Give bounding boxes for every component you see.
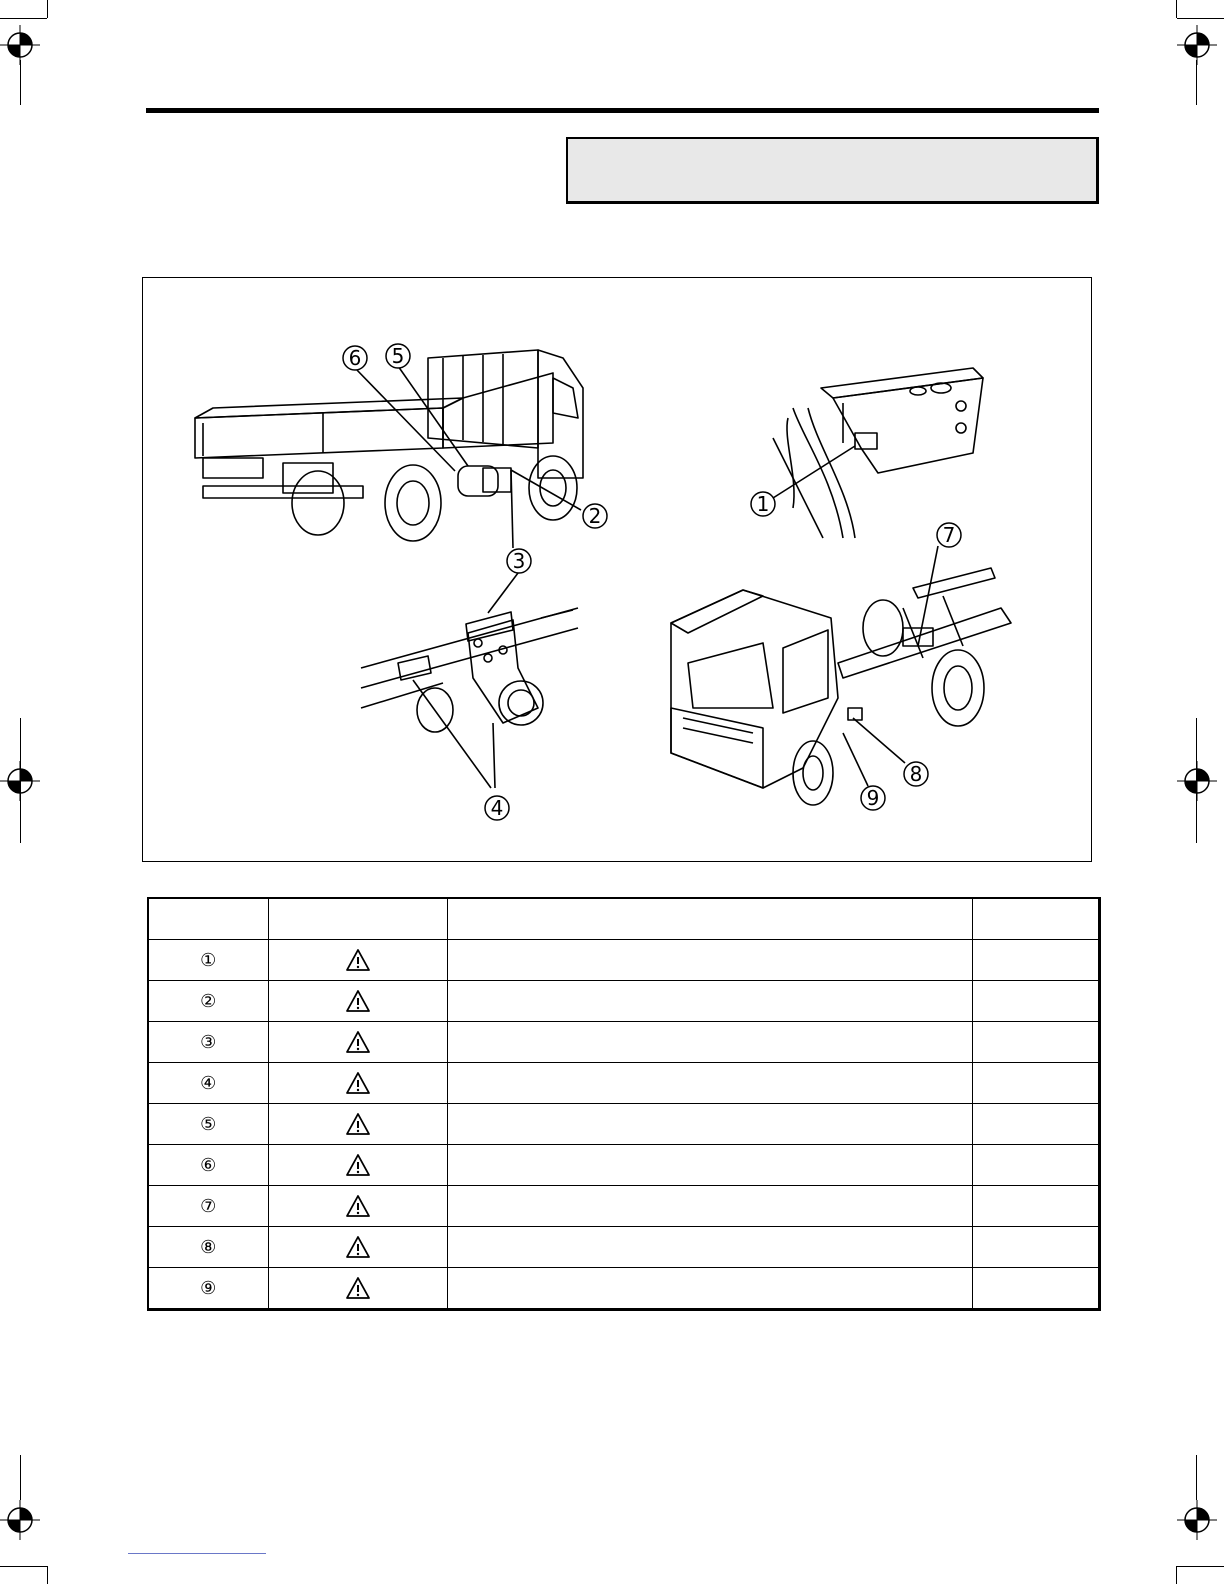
row-extra [972, 1145, 1099, 1186]
row-description [447, 1227, 972, 1268]
callout-4 [485, 796, 509, 820]
table-row [148, 1022, 1099, 1063]
table-row [148, 1145, 1099, 1186]
row-extra [972, 1268, 1099, 1310]
row-icon-cell [268, 981, 447, 1022]
flatbed-truck-drawing [195, 350, 583, 541]
table-header-row [148, 898, 1099, 940]
table-row [148, 1104, 1099, 1145]
row-icon-cell [268, 1063, 447, 1104]
row-number: ③ [148, 1022, 268, 1063]
row-description [447, 1063, 972, 1104]
row-number: ① [148, 940, 268, 981]
warning-triangle-icon [345, 989, 371, 1013]
row-extra [972, 1186, 1099, 1227]
table-row [148, 1186, 1099, 1227]
svg-text:6: 6 [348, 346, 362, 370]
registration-mark-mid-right [1177, 761, 1217, 801]
header-label [268, 898, 447, 940]
warning-triangle-icon [345, 1276, 371, 1300]
callout-1 [751, 492, 775, 516]
warning-triangle-icon [345, 1153, 371, 1177]
crop-line [20, 60, 21, 105]
chassis-cab-drawing [671, 568, 1011, 805]
crop-line [1176, 1566, 1177, 1584]
callout-8 [904, 762, 928, 786]
crop-line [0, 1566, 47, 1567]
crop-line [1196, 1455, 1197, 1500]
row-number: ④ [148, 1063, 268, 1104]
crop-line [0, 18, 47, 19]
table-row [148, 981, 1099, 1022]
row-description [447, 1186, 972, 1227]
row-extra [972, 1022, 1099, 1063]
row-icon-cell [268, 1268, 447, 1310]
svg-text:4: 4 [490, 796, 504, 820]
header-extra [972, 898, 1099, 940]
row-icon-cell [268, 1227, 447, 1268]
svg-text:5: 5 [391, 344, 405, 368]
crop-line [47, 1566, 48, 1584]
callout-labels [343, 344, 961, 820]
row-description [447, 1268, 972, 1310]
crop-line [1177, 1566, 1224, 1567]
label-table [147, 897, 1101, 1311]
row-number: ⑤ [148, 1104, 268, 1145]
row-extra [972, 1227, 1099, 1268]
callout-6 [343, 346, 367, 370]
row-icon-cell [268, 1145, 447, 1186]
crop-line [1196, 60, 1197, 105]
row-number: ⑦ [148, 1186, 268, 1227]
row-description [447, 1104, 972, 1145]
crop-line [1196, 718, 1197, 843]
row-description [447, 981, 972, 1022]
warning-triangle-icon [345, 1071, 371, 1095]
svg-text:8: 8 [909, 762, 923, 786]
warning-triangle-icon [345, 948, 371, 972]
section-title-box [566, 137, 1099, 204]
crop-line [1177, 18, 1224, 19]
row-extra [972, 940, 1099, 981]
warning-triangle-icon [345, 1112, 371, 1136]
row-description [447, 1022, 972, 1063]
crop-line [47, 0, 48, 18]
truck-illustration [143, 278, 1091, 861]
footer-link-underline [128, 1553, 266, 1554]
callout-9 [861, 786, 885, 810]
row-description [447, 940, 972, 981]
header-number [148, 898, 268, 940]
row-description [447, 1145, 972, 1186]
row-number: ⑥ [148, 1145, 268, 1186]
table-row [148, 1227, 1099, 1268]
table-row [148, 1268, 1099, 1310]
crop-line [1176, 0, 1177, 18]
callout-2 [583, 504, 607, 528]
row-number: ⑨ [148, 1268, 268, 1310]
row-icon-cell [268, 940, 447, 981]
row-number: ② [148, 981, 268, 1022]
row-icon-cell [268, 1186, 447, 1227]
svg-text:3: 3 [512, 549, 526, 573]
crop-line [20, 718, 21, 843]
row-icon-cell [268, 1104, 447, 1145]
warning-triangle-icon [345, 1194, 371, 1218]
callout-3 [507, 549, 531, 573]
row-number: ⑧ [148, 1227, 268, 1268]
registration-mark-top-right [1177, 25, 1217, 65]
registration-mark-bottom-left [0, 1500, 40, 1540]
row-extra [972, 1063, 1099, 1104]
row-extra [972, 1104, 1099, 1145]
callout-5 [386, 344, 410, 368]
svg-text:9: 9 [866, 786, 880, 810]
table-row [148, 940, 1099, 981]
crop-line [20, 1455, 21, 1500]
svg-text:2: 2 [588, 504, 602, 528]
label-location-figure [142, 277, 1092, 862]
warning-triangle-icon [345, 1030, 371, 1054]
svg-text:1: 1 [756, 492, 770, 516]
frame-detail-drawing [361, 608, 578, 732]
callout-7 [937, 523, 961, 547]
battery-bracket-drawing [773, 368, 983, 538]
registration-mark-top-left [0, 25, 40, 65]
header-description [447, 898, 972, 940]
table-row [148, 1063, 1099, 1104]
row-icon-cell [268, 1022, 447, 1063]
warning-triangle-icon [345, 1235, 371, 1259]
header-rule [146, 108, 1099, 113]
svg-text:7: 7 [942, 523, 956, 547]
row-extra [972, 981, 1099, 1022]
registration-mark-bottom-right [1177, 1500, 1217, 1540]
